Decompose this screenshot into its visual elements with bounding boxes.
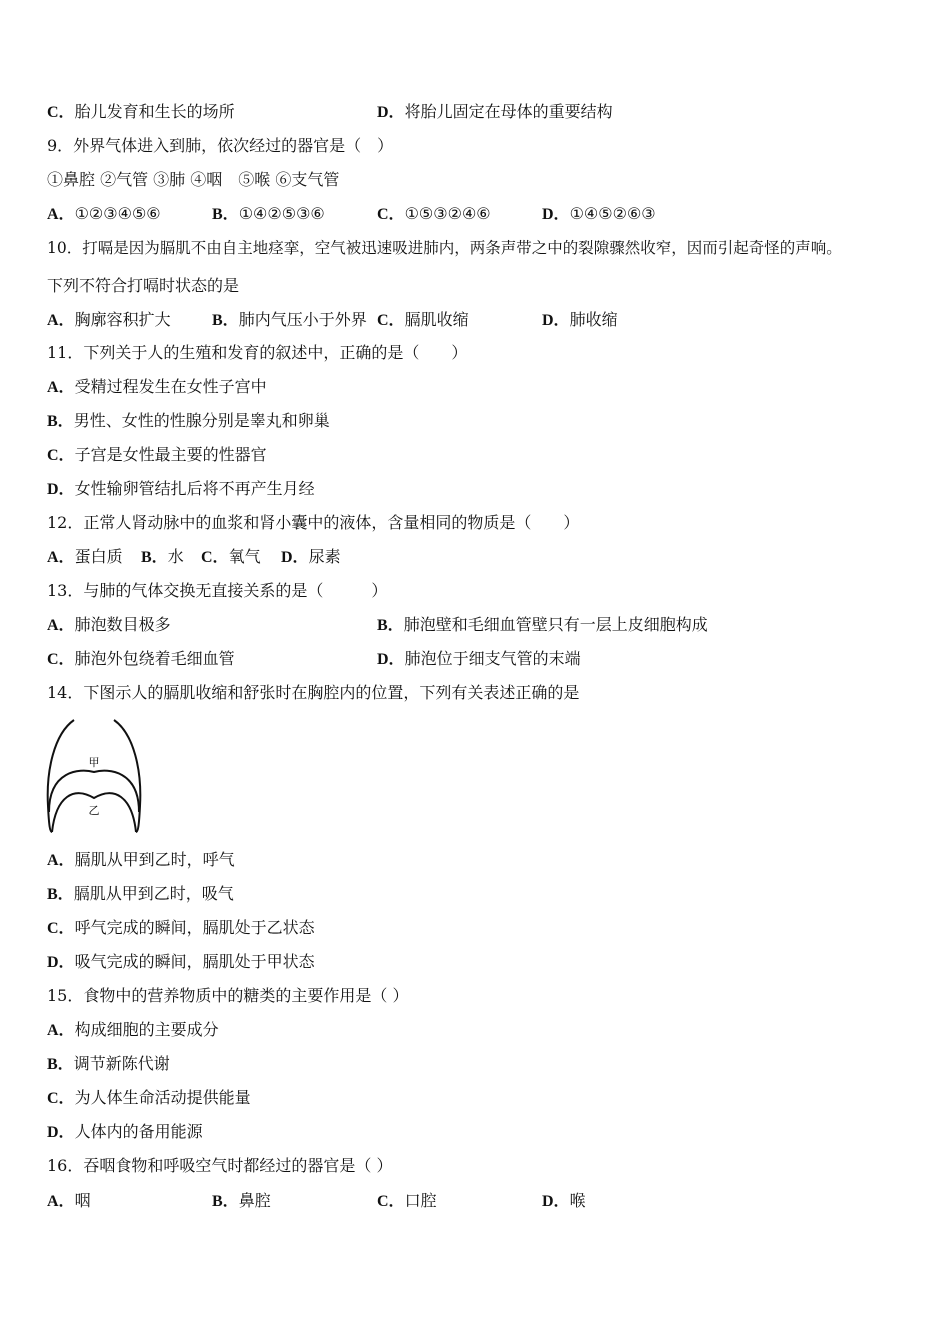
q14-option-c: C．呼气完成的瞬间，膈肌处于乙状态 [47, 918, 315, 937]
q12-option-b: B．水 [141, 547, 184, 566]
q16-stem: 16．吞咽食物和呼吸空气时都经过的器官是（ ） [47, 1156, 393, 1175]
diaphragm-diagram [44, 716, 144, 834]
q10-option-c: C．膈肌收缩 [377, 310, 469, 329]
q16-option-b: B．鼻腔 [212, 1191, 271, 1210]
q9-stem: 9．外界气体进入到肺，依次经过的器官是（ ） [47, 136, 394, 155]
q11-option-d: D．女性输卵管结扎后将不再产生月经 [47, 479, 315, 498]
q8-option-c: C．胎儿发育和生长的场所 [47, 102, 235, 121]
q14-option-d: D．吸气完成的瞬间，膈肌处于甲状态 [47, 952, 315, 971]
q13-option-b: B．肺泡壁和毛细血管壁只有一层上皮细胞构成 [377, 615, 708, 634]
q12-option-a: A．蛋白质 [47, 547, 123, 566]
q12-option-c: C．氧气 [201, 547, 261, 566]
q10-option-a: A．胸廓容积扩大 [47, 310, 171, 329]
q15-option-d: D．人体内的备用能源 [47, 1122, 203, 1141]
q15-option-a: A．构成细胞的主要成分 [47, 1020, 219, 1039]
q9-option-b: B．①④②⑤③⑥ [212, 204, 325, 223]
q16-option-d: D．喉 [542, 1191, 586, 1210]
q9-organ-list: ①鼻腔 ②气管 ③肺 ④咽 ⑤喉 ⑥支气管 [47, 170, 340, 189]
q9-option-a: A．①②③④⑤⑥ [47, 204, 161, 223]
q13-option-c: C．肺泡外包绕着毛细血管 [47, 649, 235, 668]
q14-stem: 14．下图示人的膈肌收缩和舒张时在胸腔内的位置，下列有关表述正确的是 [47, 683, 580, 702]
q9-option-c: C．①⑤③②④⑥ [377, 204, 491, 223]
q16-option-c: C．口腔 [377, 1191, 437, 1210]
q10-option-d: D．肺收缩 [542, 310, 618, 329]
q14-option-a: A．膈肌从甲到乙时，呼气 [47, 850, 235, 869]
q11-option-a: A．受精过程发生在女性子宫中 [47, 377, 267, 396]
q12-stem: 12．正常人肾动脉中的血浆和肾小囊中的液体，含量相同的物质是（ ） [47, 513, 580, 532]
q11-option-c: C．子宫是女性最主要的性器官 [47, 445, 267, 464]
q13-stem: 13．与肺的气体交换无直接关系的是（ ） [47, 581, 388, 600]
q10-question: 下列不符合打嗝时状态的是 [47, 276, 240, 295]
q11-stem: 11．下列关于人的生殖和发育的叙述中，正确的是（ ） [47, 343, 468, 362]
q9-option-d: D．①④⑤②⑥③ [542, 204, 656, 223]
thorax-left-wall [48, 720, 74, 832]
q15-option-c: C．为人体生命活动提供能量 [47, 1088, 251, 1107]
q13-option-d: D．肺泡位于细支气管的末端 [377, 649, 581, 668]
q15-stem: 15．食物中的营养物质中的糖类的主要作用是（ ） [47, 986, 409, 1005]
q14-option-b: B．膈肌从甲到乙时，吸气 [47, 884, 234, 903]
q10-option-b: B．肺内气压小于外界 [212, 310, 367, 329]
q16-option-a: A．咽 [47, 1191, 91, 1210]
q13-option-a: A．肺泡数目极多 [47, 615, 171, 634]
q8-option-d: D．将胎儿固定在母体的重要结构 [377, 102, 613, 121]
thorax-right-wall [114, 720, 140, 832]
q10-stem: 10．打嗝是因为膈肌不由自主地痉挛，空气被迅速吸进肺内，两条声带之中的裂隙骤然收窄，因而引起奇怪的声响。 [47, 239, 842, 257]
q11-option-b: B．男性、女性的性腺分别是睾丸和卵巢 [47, 411, 330, 430]
q15-option-b: B．调节新陈代谢 [47, 1054, 170, 1073]
label-yi: 乙 [88, 804, 100, 817]
label-jia: 甲 [88, 756, 100, 769]
q12-option-d: D．尿素 [281, 547, 341, 566]
